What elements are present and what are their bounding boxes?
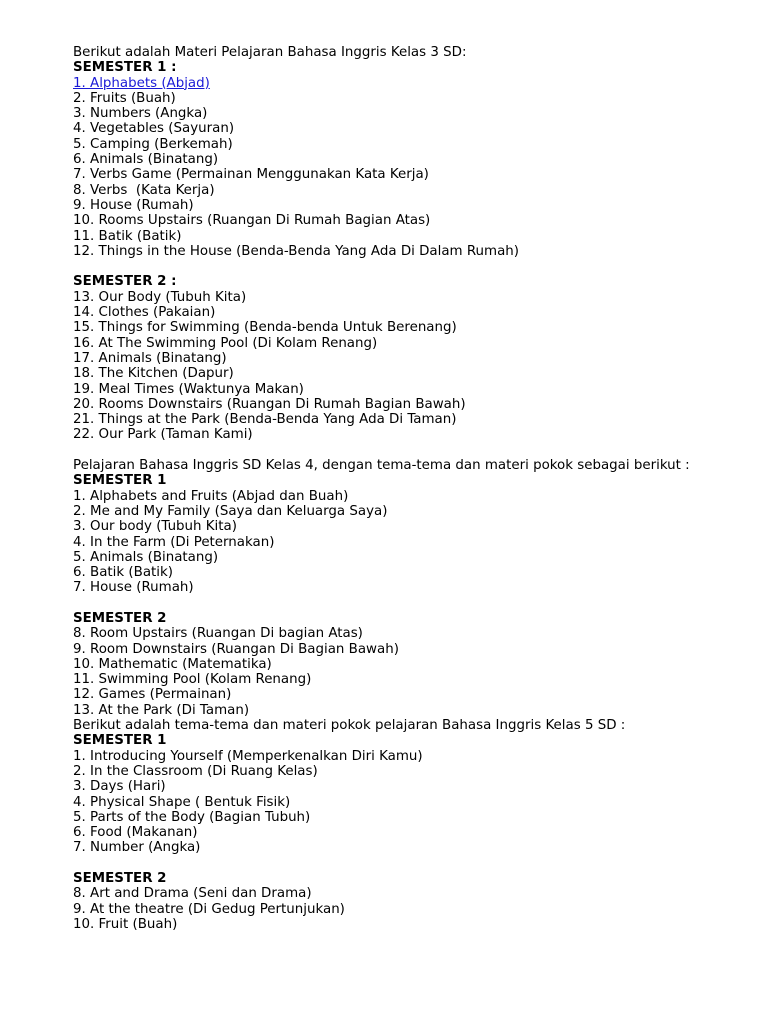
paragraph-gap xyxy=(73,596,733,611)
list-item: 8. Room Upstairs (Ruangan Di bagian Atas) xyxy=(73,626,363,642)
list-item: 12. Games (Permainan) xyxy=(73,687,232,703)
list-item: 6. Batik (Batik) xyxy=(73,565,173,581)
list-item: 8. Art and Drama (Seni dan Drama) xyxy=(73,886,312,902)
list-item: 7. House (Rumah) xyxy=(73,580,194,596)
list-item: 1. Alphabets and Fruits (Abjad dan Buah) xyxy=(73,488,349,504)
list-item: 2. Me and My Family (Saya dan Keluarga Saya) xyxy=(73,503,388,519)
list-item: 3. Days (Hari) xyxy=(73,779,166,795)
list-item: 11. Batik (Batik) xyxy=(73,228,182,244)
list-item: 6. Food (Makanan) xyxy=(73,825,198,841)
list-item: 17. Animals (Binatang) xyxy=(73,350,227,366)
list-item: 11. Swimming Pool (Kolam Renang) xyxy=(73,672,312,688)
section-intro-kelas-4: Pelajaran Bahasa Inggris SD Kelas 4, dengan tema-tema dan materi pokok sebagai berikut : xyxy=(73,458,690,474)
link-alphabets[interactable]: 1. Alphabets (Abjad) xyxy=(73,75,210,91)
paragraph-gap xyxy=(73,259,733,274)
list-item: 13. At the Park (Di Taman) xyxy=(73,702,250,718)
semester-heading: SEMESTER 2 xyxy=(73,871,167,887)
list-item: 3. Our body (Tubuh Kita) xyxy=(73,519,237,535)
list-item: 18. The Kitchen (Dapur) xyxy=(73,366,234,382)
list-item: 7. Verbs Game (Permainan Menggunakan Kata Kerja) xyxy=(73,167,429,183)
list-item: 19. Meal Times (Waktunya Makan) xyxy=(73,381,304,397)
list-item: 21. Things at the Park (Benda-Benda Yang Ada Di Taman) xyxy=(73,412,457,428)
list-item: 2. Fruits (Buah) xyxy=(73,90,176,106)
list-item: 2. In the Classroom (Di Ruang Kelas) xyxy=(73,763,318,779)
list-item: 10. Mathematic (Matematika) xyxy=(73,656,272,672)
list-item: 3. Numbers (Angka) xyxy=(73,106,208,122)
list-item: 10. Fruit (Buah) xyxy=(73,916,178,932)
list-item: 20. Rooms Downstairs (Ruangan Di Rumah Bagian Bawah) xyxy=(73,396,466,412)
document-body xyxy=(73,45,733,932)
list-item: 13. Our Body (Tubuh Kita) xyxy=(73,289,247,305)
list-item: 15. Things for Swimming (Benda-benda Untuk Berenang) xyxy=(73,320,457,336)
semester-heading: SEMESTER 1 xyxy=(73,733,167,749)
list-item: 9. House (Rumah) xyxy=(73,197,194,213)
list-item: 9. Room Downstairs (Ruangan Di Bagian Bawah) xyxy=(73,641,399,657)
list-item: 1. Introducing Yourself (Memperkenalkan Diri Kamu) xyxy=(73,748,423,764)
list-item: 4. Vegetables (Sayuran) xyxy=(73,121,235,137)
list-item: 5. Animals (Binatang) xyxy=(73,549,219,565)
list-item: 12. Things in the House (Benda-Benda Yang Ada Di Dalam Rumah) xyxy=(73,243,519,259)
section-intro-kelas-5: Berikut adalah tema-tema dan materi pokok pelajaran Bahasa Inggris Kelas 5 SD : xyxy=(73,718,626,734)
list-item: 7. Number (Angka) xyxy=(73,840,201,856)
list-item: 16. At The Swimming Pool (Di Kolam Renang) xyxy=(73,335,378,351)
semester-heading: SEMESTER 1 xyxy=(73,473,167,489)
list-item: 5. Parts of the Body (Bagian Tubuh) xyxy=(73,809,311,825)
list-item: 22. Our Park (Taman Kami) xyxy=(73,427,253,443)
list-item: 8. Verbs (Kata Kerja) xyxy=(73,182,215,198)
list-item: 5. Camping (Berkemah) xyxy=(73,136,233,152)
semester-heading: SEMESTER 1 : xyxy=(73,60,177,76)
list-item: 14. Clothes (Pakaian) xyxy=(73,305,216,321)
list-item: 4. In the Farm (Di Peternakan) xyxy=(73,534,275,550)
semester-heading: SEMESTER 2 xyxy=(73,610,167,626)
list-item: 9. At the theatre (Di Gedug Pertunjukan) xyxy=(73,901,345,917)
semester-heading: SEMESTER 2 : xyxy=(73,274,177,290)
section-intro-kelas-3: Berikut adalah Materi Pelajaran Bahasa Inggris Kelas 3 SD: xyxy=(73,45,467,60)
paragraph-gap xyxy=(73,856,733,871)
list-item: 10. Rooms Upstairs (Ruangan Di Rumah Bagian Atas) xyxy=(73,213,431,229)
paragraph-gap xyxy=(73,443,733,458)
list-item: 6. Animals (Binatang) xyxy=(73,152,219,168)
list-item: 4. Physical Shape ( Bentuk Fisik) xyxy=(73,794,291,810)
